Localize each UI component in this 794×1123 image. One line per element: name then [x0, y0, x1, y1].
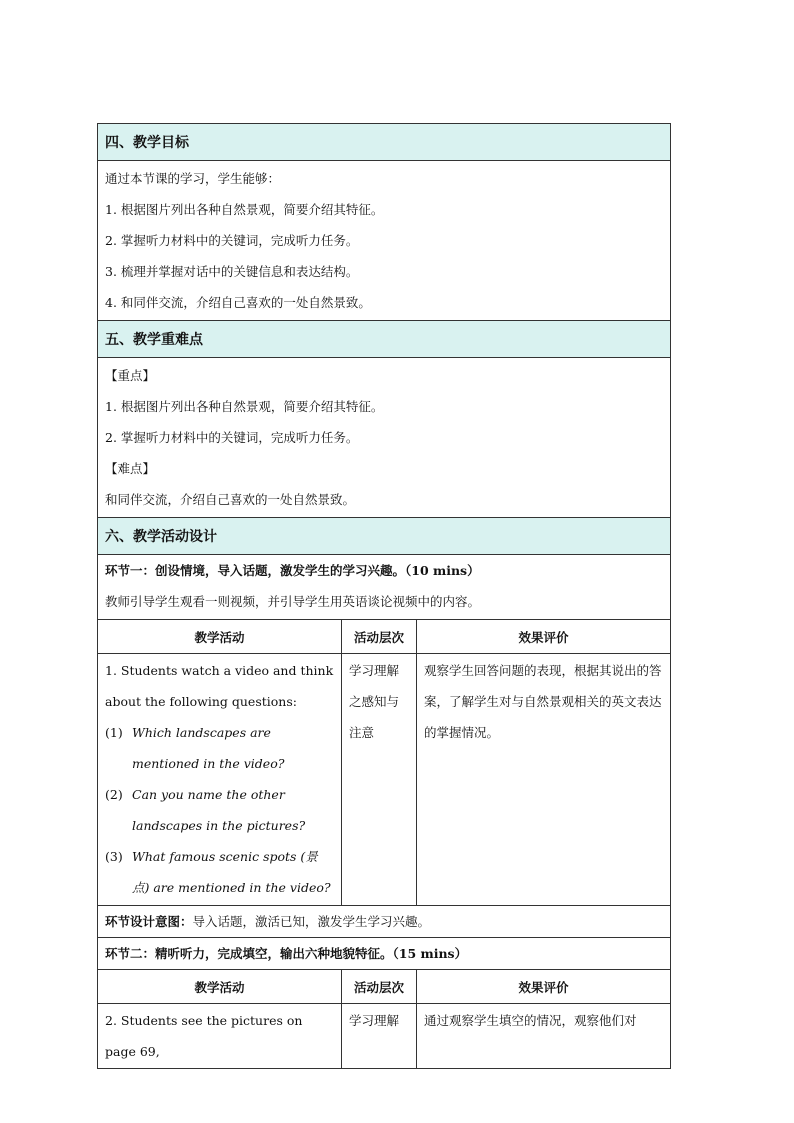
key-label: 【重点】 [105, 368, 156, 383]
column-header-level: 活动层次 [342, 970, 417, 1004]
key-item: 1. 根据图片列出各种自然景观，简要介绍其特征。 [105, 399, 384, 414]
lesson-plan-table [97, 123, 671, 1069]
activity-line: 1. Students watch a video and think [105, 663, 334, 678]
stage1-description: 教师引导学生观看一则视频，并引导学生用英语谈论视频中的内容。 [105, 594, 481, 609]
column-header-activity: 教学活动 [98, 970, 342, 1004]
stage1-level-cell [342, 654, 417, 906]
stage1-heading: 环节一：创设情境，导入话题，激发学生的学习兴趣。（10 mins） [105, 563, 480, 578]
objectives-intro: 通过本节课的学习，学生能够： [105, 171, 281, 186]
column-header-evaluation: 效果评价 [417, 970, 671, 1004]
section-title-key-points: 五、教学重难点 [98, 321, 671, 358]
stage2-level-cell [342, 1004, 417, 1069]
activity-level: 学习理解 [349, 1013, 400, 1028]
objective-item: 2. 掌握听力材料中的关键词，完成听力任务。 [105, 233, 359, 248]
activity-line: about the following questions: [105, 694, 297, 709]
activity-line: 2. Students see the pictures on page 69, [105, 1013, 303, 1059]
activity-level: 学习理解之感知与注意 [349, 663, 400, 740]
column-header-activity: 教学活动 [98, 620, 342, 654]
objective-item: 4. 和同伴交流，介绍自己喜欢的一处自然景致。 [105, 295, 371, 310]
question-item: (2) Can you name the other landscapes in the pictures? [105, 787, 306, 833]
column-header-level: 活动层次 [342, 620, 417, 654]
difficult-label: 【难点】 [105, 461, 156, 476]
column-header-evaluation: 效果评价 [417, 620, 671, 654]
stage1-evaluation-cell [417, 654, 671, 906]
key-item: 2. 掌握听力材料中的关键词，完成听力任务。 [105, 430, 359, 445]
evaluation-text: 通过观察学生填空的情况，观察他们对 [424, 1013, 637, 1028]
stage1-activity-cell [98, 654, 342, 906]
objective-item: 1. 根据图片列出各种自然景观，简要介绍其特征。 [105, 202, 384, 217]
objective-item: 3. 梳理并掌握对话中的关键信息和表达结构。 [105, 264, 359, 279]
section-title-activity-design: 六、教学活动设计 [98, 518, 671, 555]
section-title-objectives: 四、教学目标 [98, 124, 671, 161]
stage2-heading: 环节二：精听听力，完成填空，输出六种地貌特征。（15 mins） [105, 946, 468, 961]
question-item: (1) Which landscapes are mentioned in the video? [105, 725, 285, 771]
key-points-body [98, 358, 671, 518]
stage1-intent [98, 906, 671, 938]
stage2-activity-cell [98, 1004, 342, 1069]
intent-label: 环节设计意图： [105, 914, 193, 929]
lesson-plan-page [97, 123, 670, 1069]
stage1-intro [98, 555, 671, 620]
intent-text: 导入话题，激活已知，激发学生学习兴趣。 [192, 914, 431, 929]
difficult-text: 和同伴交流，介绍自己喜欢的一处自然景致。 [105, 492, 356, 507]
evaluation-text: 观察学生回答问题的表现，根据其说出的答案，了解学生对与自然景观相关的英文表达的掌握情况。 [424, 663, 662, 740]
objectives-body [98, 161, 671, 321]
question-item: (3) What famous scenic spots (景点) are mentioned in the video? [105, 849, 331, 895]
stage2-evaluation-cell [417, 1004, 671, 1069]
stage2-intro [98, 938, 671, 970]
